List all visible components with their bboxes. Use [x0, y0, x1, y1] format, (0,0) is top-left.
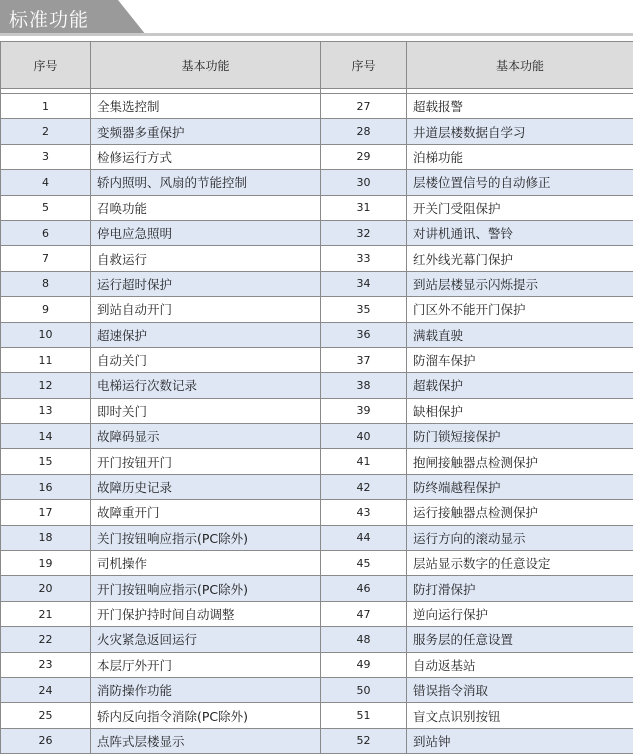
row-function-right: 抱闸接触器点检测保护 — [407, 449, 633, 474]
header-seq-right: 序号 — [321, 42, 407, 89]
row-function-right: 自动返基站 — [407, 652, 633, 677]
row-number-left: 6 — [1, 220, 91, 245]
row-number-left: 4 — [1, 170, 91, 195]
row-number-right: 49 — [321, 652, 407, 677]
table-row — [1, 373, 633, 398]
table-row — [1, 347, 633, 372]
row-number-left: 1 — [1, 94, 91, 119]
row-number-right: 30 — [321, 170, 407, 195]
row-number-left: 19 — [1, 551, 91, 576]
header-func-right: 基本功能 — [407, 42, 633, 89]
row-number-left: 17 — [1, 500, 91, 525]
row-number-right: 50 — [321, 677, 407, 702]
table-row — [1, 144, 633, 169]
table-row — [1, 627, 633, 652]
row-number-left: 23 — [1, 652, 91, 677]
row-number-right: 31 — [321, 195, 407, 220]
row-function-left: 消防操作功能 — [91, 677, 321, 702]
row-number-right: 40 — [321, 424, 407, 449]
row-function-left: 故障码显示 — [91, 424, 321, 449]
table-row — [1, 677, 633, 702]
table-row — [1, 424, 633, 449]
row-number-right: 36 — [321, 322, 407, 347]
table-row — [1, 703, 633, 728]
row-function-right: 层站显示数字的任意设定 — [407, 551, 633, 576]
row-number-left: 5 — [1, 195, 91, 220]
row-number-left: 25 — [1, 703, 91, 728]
row-number-left: 8 — [1, 271, 91, 296]
title-divider — [0, 33, 633, 36]
row-function-right: 缺相保护 — [407, 398, 633, 423]
row-function-left: 本层厅外开门 — [91, 652, 321, 677]
table-row — [1, 500, 633, 525]
section-title: 标准功能 — [9, 5, 89, 32]
table-row — [1, 474, 633, 499]
row-number-left: 26 — [1, 728, 91, 753]
row-function-right: 满载直驶 — [407, 322, 633, 347]
row-function-left: 检修运行方式 — [91, 144, 321, 169]
row-function-left: 开门按钮响应指示(PC除外) — [91, 576, 321, 601]
row-function-right: 逆向运行保护 — [407, 601, 633, 626]
header-func-left: 基本功能 — [91, 42, 321, 89]
row-number-right: 37 — [321, 347, 407, 372]
row-number-right: 33 — [321, 246, 407, 271]
table-row — [1, 170, 633, 195]
row-number-right: 46 — [321, 576, 407, 601]
table-row — [1, 398, 633, 423]
row-number-left: 15 — [1, 449, 91, 474]
row-number-left: 14 — [1, 424, 91, 449]
table-row — [1, 119, 633, 144]
row-number-left: 20 — [1, 576, 91, 601]
row-number-left: 21 — [1, 601, 91, 626]
row-number-right: 34 — [321, 271, 407, 296]
row-number-left: 22 — [1, 627, 91, 652]
row-function-right: 到站钟 — [407, 728, 633, 753]
row-function-right: 盲文点识别按钮 — [407, 703, 633, 728]
row-function-right: 防门锁短接保护 — [407, 424, 633, 449]
row-function-right: 泊梯功能 — [407, 144, 633, 169]
row-function-right: 红外线光幕门保护 — [407, 246, 633, 271]
row-number-left: 13 — [1, 398, 91, 423]
row-number-left: 9 — [1, 297, 91, 322]
row-function-left: 停电应急照明 — [91, 220, 321, 245]
row-function-left: 全集选控制 — [91, 94, 321, 119]
row-function-left: 关门按钮响应指示(PC除外) — [91, 525, 321, 550]
table-row — [1, 195, 633, 220]
row-function-right: 超载报警 — [407, 94, 633, 119]
row-number-right: 27 — [321, 94, 407, 119]
row-function-left: 轿内反向指令消除(PC除外) — [91, 703, 321, 728]
row-function-left: 火灾紧急返回运行 — [91, 627, 321, 652]
row-number-left: 10 — [1, 322, 91, 347]
table-row — [1, 220, 633, 245]
row-number-left: 11 — [1, 347, 91, 372]
row-function-left: 自救运行 — [91, 246, 321, 271]
row-function-right: 开关门受阻保护 — [407, 195, 633, 220]
row-function-left: 司机操作 — [91, 551, 321, 576]
row-function-left: 自动关门 — [91, 347, 321, 372]
table-row — [1, 271, 633, 296]
row-number-right: 29 — [321, 144, 407, 169]
table-header-row — [1, 42, 633, 89]
table-row — [1, 94, 633, 119]
row-function-left: 到站自动开门 — [91, 297, 321, 322]
header-seq-left: 序号 — [1, 42, 91, 89]
row-function-left: 开门保护持时间自动调整 — [91, 601, 321, 626]
row-number-right: 52 — [321, 728, 407, 753]
row-function-right: 井道层楼数据自学习 — [407, 119, 633, 144]
row-function-left: 点阵式层楼显示 — [91, 728, 321, 753]
row-number-left: 24 — [1, 677, 91, 702]
row-number-right: 45 — [321, 551, 407, 576]
row-function-right: 错误指令消取 — [407, 677, 633, 702]
row-number-left: 16 — [1, 474, 91, 499]
row-function-right: 层楼位置信号的自动修正 — [407, 170, 633, 195]
table-row — [1, 551, 633, 576]
row-number-left: 12 — [1, 373, 91, 398]
row-function-right: 防终端越程保护 — [407, 474, 633, 499]
row-number-right: 43 — [321, 500, 407, 525]
row-number-right: 47 — [321, 601, 407, 626]
row-function-left: 故障重开门 — [91, 500, 321, 525]
row-function-right: 门区外不能开门保护 — [407, 297, 633, 322]
row-function-right: 防打滑保护 — [407, 576, 633, 601]
table-row — [1, 576, 633, 601]
row-number-right: 41 — [321, 449, 407, 474]
row-number-left: 7 — [1, 246, 91, 271]
table-row — [1, 449, 633, 474]
row-function-right: 对讲机通讯、警铃 — [407, 220, 633, 245]
row-number-right: 35 — [321, 297, 407, 322]
row-function-right: 服务层的任意设置 — [407, 627, 633, 652]
row-function-left: 故障历史记录 — [91, 474, 321, 499]
function-table — [0, 41, 633, 754]
row-number-right: 44 — [321, 525, 407, 550]
row-function-left: 超速保护 — [91, 322, 321, 347]
section-title-tab — [0, 0, 146, 35]
row-function-left: 轿内照明、风扇的节能控制 — [91, 170, 321, 195]
table-row — [1, 525, 633, 550]
row-function-left: 即时关门 — [91, 398, 321, 423]
row-number-right: 51 — [321, 703, 407, 728]
row-number-right: 28 — [321, 119, 407, 144]
row-number-left: 18 — [1, 525, 91, 550]
row-function-right: 超载保护 — [407, 373, 633, 398]
row-function-right: 运行方向的滚动显示 — [407, 525, 633, 550]
row-number-left: 2 — [1, 119, 91, 144]
row-function-left: 运行超时保护 — [91, 271, 321, 296]
row-number-right: 42 — [321, 474, 407, 499]
row-function-left: 开门按钮开门 — [91, 449, 321, 474]
row-function-left: 电梯运行次数记录 — [91, 373, 321, 398]
table-body — [1, 89, 633, 754]
row-number-right: 38 — [321, 373, 407, 398]
row-number-right: 48 — [321, 627, 407, 652]
row-function-right: 到站层楼显示闪烁提示 — [407, 271, 633, 296]
table-row — [1, 601, 633, 626]
row-function-left: 召唤功能 — [91, 195, 321, 220]
row-number-right: 32 — [321, 220, 407, 245]
table-row — [1, 322, 633, 347]
row-function-right: 运行接触器点检测保护 — [407, 500, 633, 525]
table-row — [1, 246, 633, 271]
table-row — [1, 728, 633, 753]
row-number-left: 3 — [1, 144, 91, 169]
table-row — [1, 297, 633, 322]
row-function-left: 变频器多重保护 — [91, 119, 321, 144]
table-row — [1, 652, 633, 677]
row-number-right: 39 — [321, 398, 407, 423]
row-function-right: 防溜车保护 — [407, 347, 633, 372]
